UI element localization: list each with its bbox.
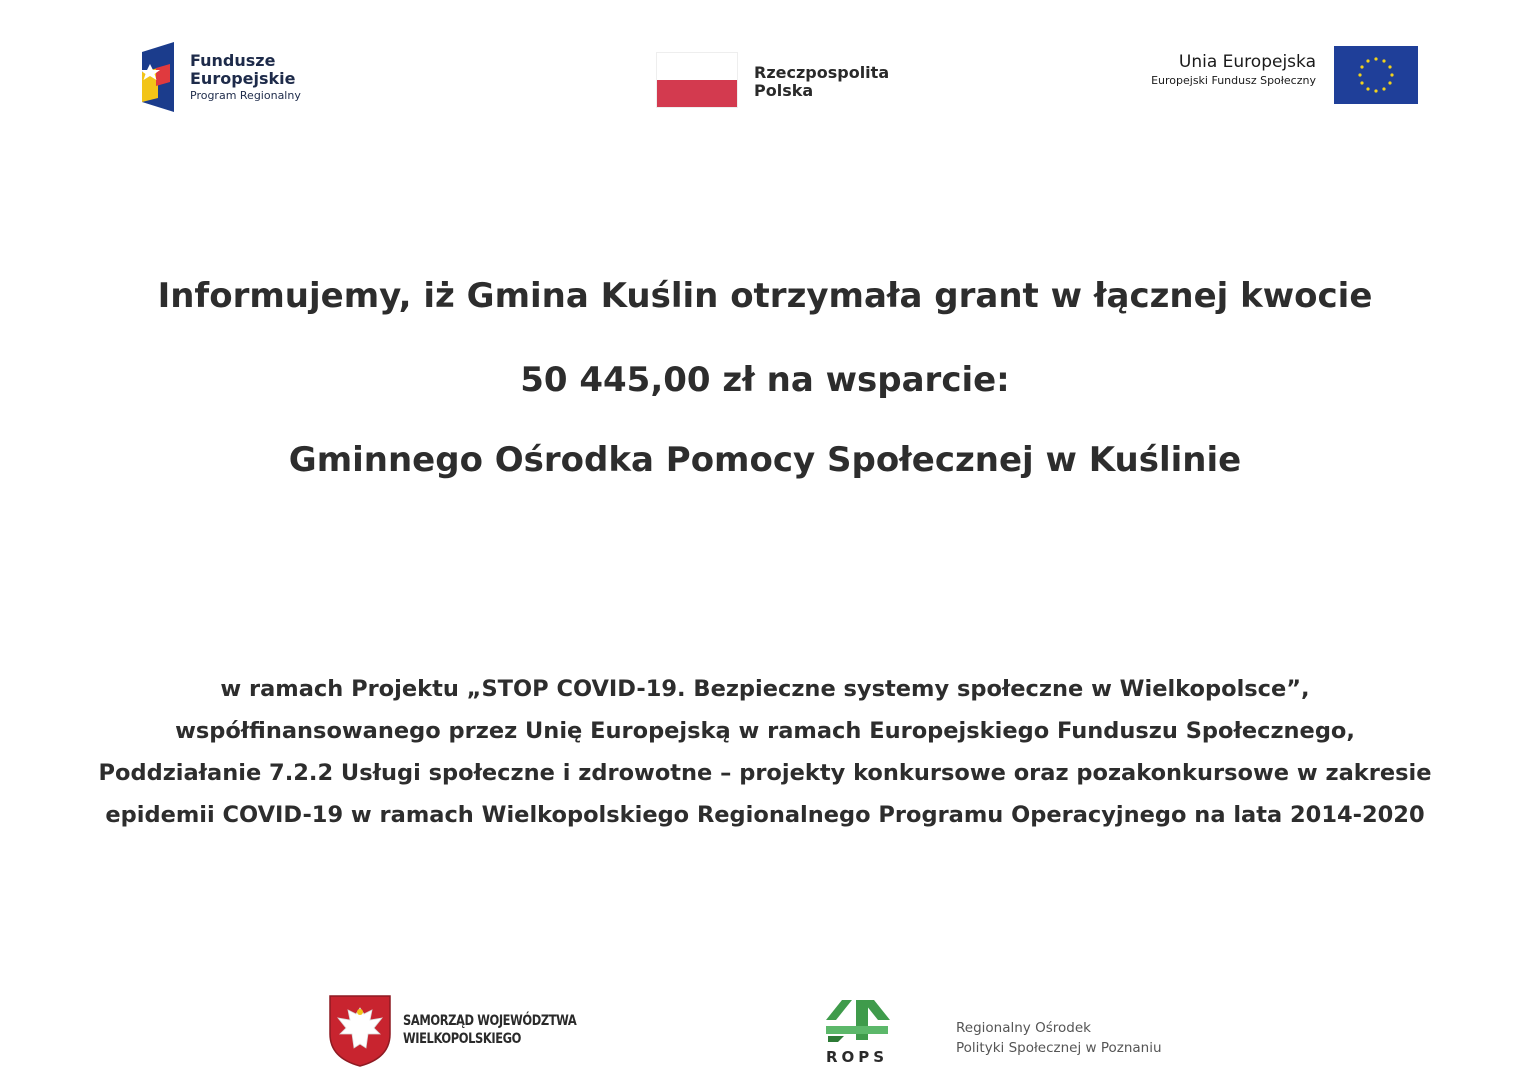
unia-europejska-logo [1120, 44, 1420, 106]
rops-name-line2: Polityki Społecznej w Poznaniu [956, 1040, 1162, 1056]
rp-logo-line1: Rzeczpospolita [754, 63, 890, 82]
ue-logo-title: Unia Europejska [1178, 52, 1316, 72]
rops-emblem-icon [822, 996, 892, 1046]
samorzad-wojewodztwa-logo [328, 994, 588, 1068]
poland-flag-icon [656, 52, 738, 108]
rops-name-line1: Regionalny Ośrodek [956, 1020, 1091, 1036]
project-info-line-1: w ramach Projektu „STOP COVID-19. Bezpieczne systemy społeczne w Wielkopolsce”, [220, 676, 1310, 702]
swp-logo-line1: SAMORZĄD WOJEWÓDZTWA [403, 1013, 577, 1029]
project-info-line-3: Poddziałanie 7.2.2 Usługi społeczne i zdrowotne – projekty konkursowe oraz pozakonkursowe w zakresie [98, 760, 1432, 786]
rzeczpospolita-polska-logo [656, 52, 916, 112]
ue-logo-subtitle: Europejski Fundusz Społeczny [1151, 74, 1316, 87]
rp-logo-line2: Polska [754, 81, 814, 100]
rops-logo [818, 996, 898, 1070]
announcement-amount: 50 445,00 zł na wsparcie: [520, 360, 1010, 400]
fe-logo-line2: Europejskie [190, 69, 296, 88]
fe-logo-line3: Program Regionalny [190, 89, 301, 102]
project-info-line-4: epidemii COVID-19 w ramach Wielkopolskiego Regionalnego Programu Operacyjnego na lata 2014-2020 [105, 802, 1425, 828]
announcement-beneficiary: Gminnego Ośrodka Pomocy Społecznej w Kuślinie [288, 440, 1242, 480]
swp-logo-line2: WIELKOPOLSKIEGO [403, 1031, 522, 1047]
fundusze-europejskie-logo [136, 42, 336, 114]
fundusze-europejskie-emblem-icon [136, 42, 176, 114]
announcement-line-1: Informujemy, iż Gmina Kuślin otrzymała grant w łącznej kwocie [157, 276, 1373, 316]
rops-full-name [956, 1018, 1162, 1058]
rops-acronym: ROPS [825, 1048, 889, 1066]
project-info-line-2: współfinansowanego przez Unię Europejską w ramach Europejskiego Funduszu Społecznego, [175, 718, 1355, 744]
wielkopolska-eagle-shield-icon [328, 994, 392, 1068]
eu-flag-icon [1334, 46, 1418, 104]
project-info [40, 668, 1490, 836]
fe-logo-line1: Fundusze [190, 51, 276, 70]
